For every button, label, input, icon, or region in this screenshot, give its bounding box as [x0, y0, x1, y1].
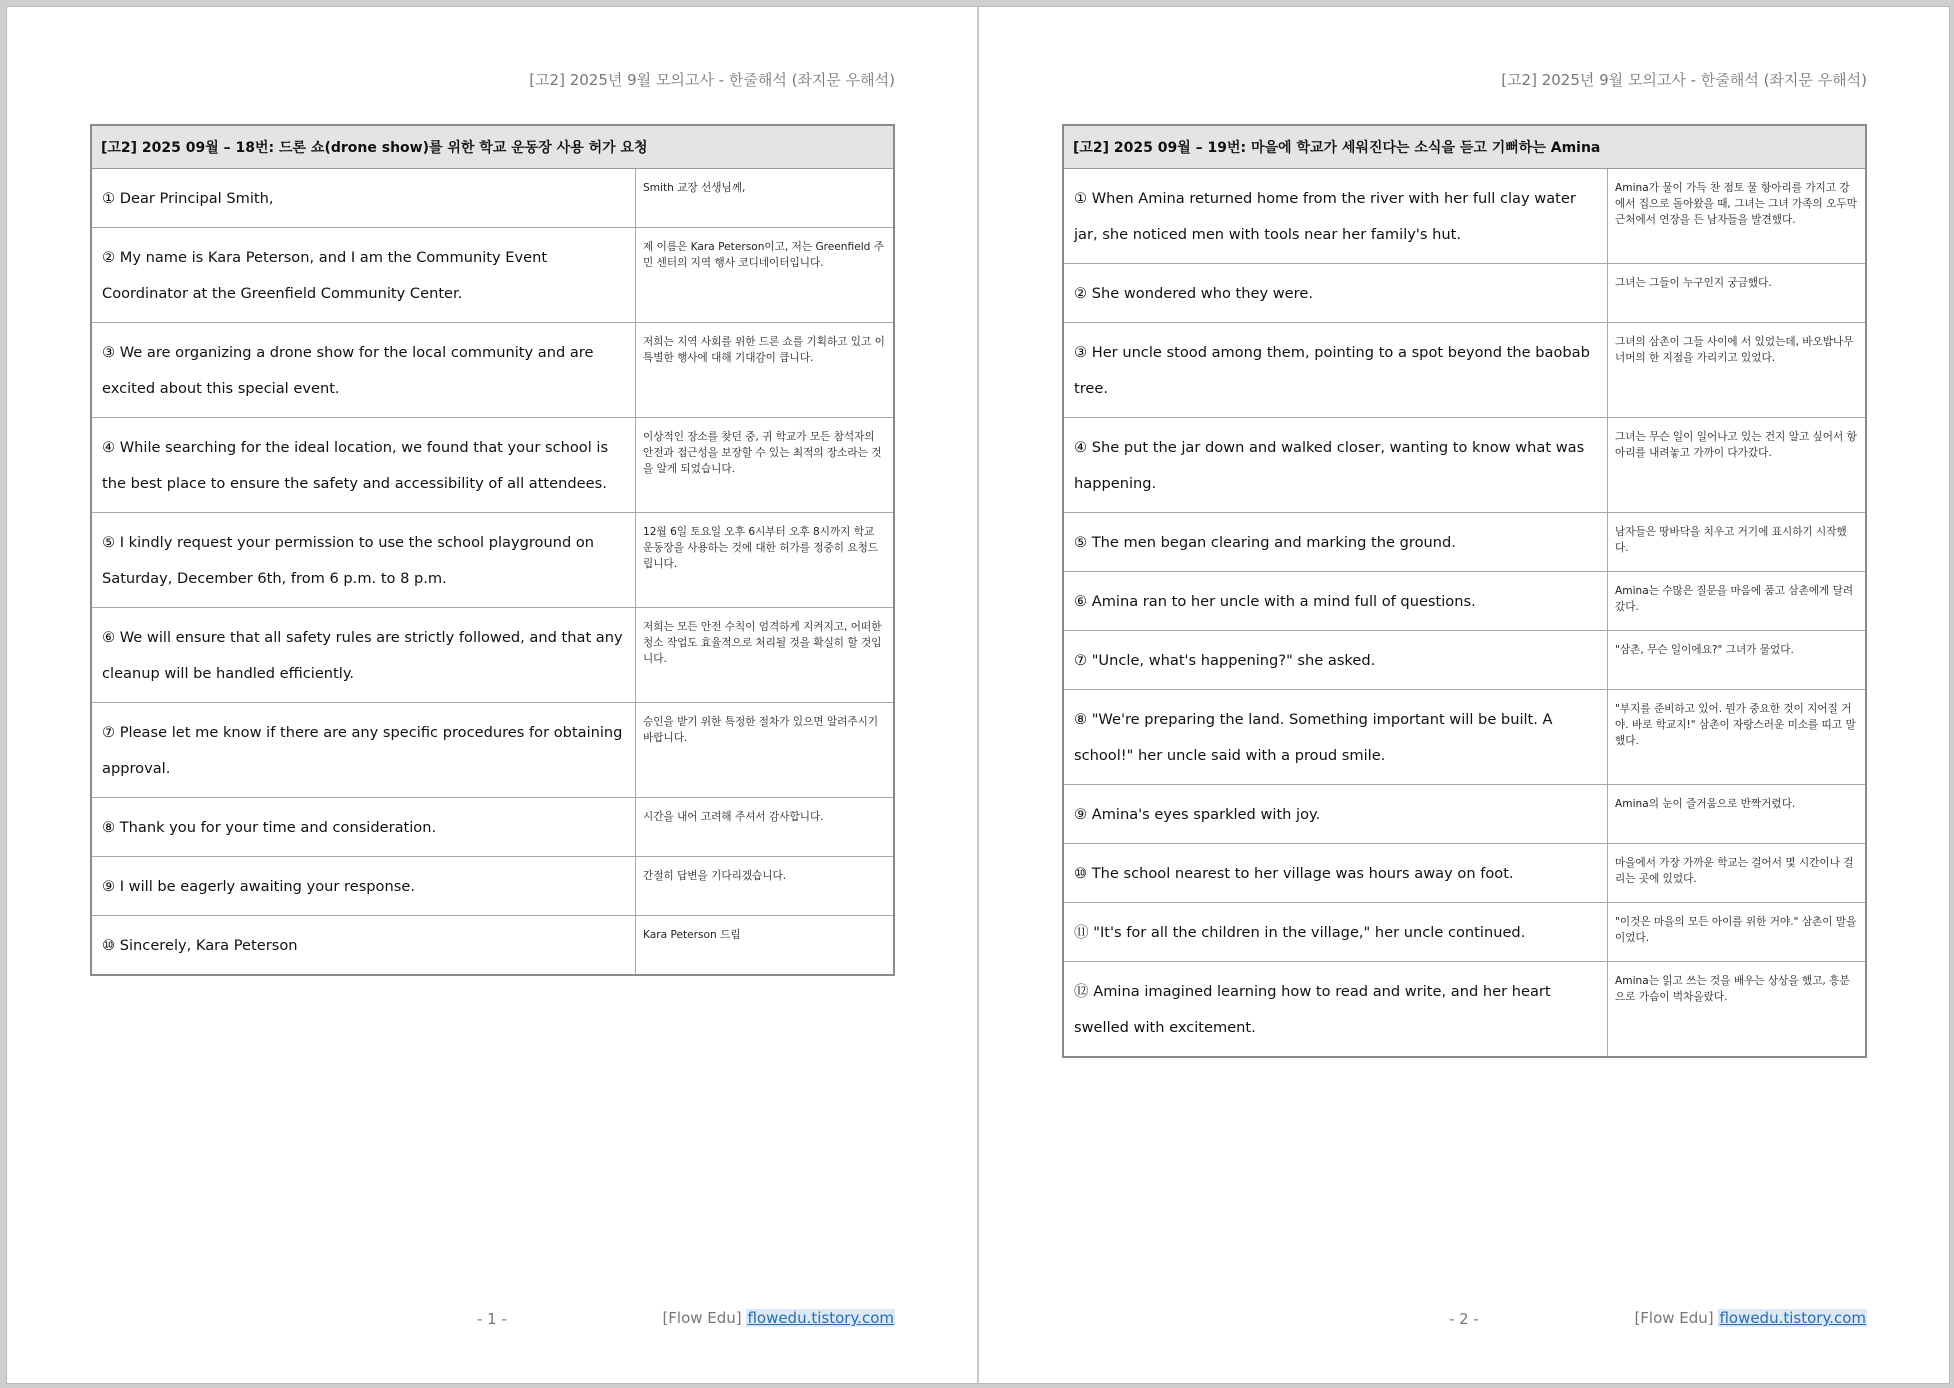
table-row: [1064, 169, 1865, 264]
table-row: [1064, 631, 1865, 690]
korean-translation: 남자들은 땅바닥을 치우고 거기에 표시하기 시작했다.: [1615, 526, 1847, 554]
table-rows: [1064, 169, 1865, 1056]
korean-translation: 그녀의 삼촌이 그들 사이에 서 있었는데, 바오밥나무 너머의 한 지점을 가리키고 있었다.: [1615, 336, 1854, 364]
english-sentence: ③ Her uncle stood among them, pointing to a spot beyond the baobab tree.: [1064, 323, 1608, 417]
table-row: [1064, 572, 1865, 631]
english-sentence: ⑦ "Uncle, what's happening?" she asked.: [1064, 631, 1608, 689]
translation-table: [90, 124, 895, 976]
table-row: [1064, 962, 1865, 1056]
footer-brand-label: [Flow Edu]: [1634, 1309, 1714, 1327]
table-row: [1064, 844, 1865, 903]
page-2: [979, 7, 1949, 1383]
korean-translation: "부지를 준비하고 있어. 뭔가 중요한 것이 지어질 거야. 바로 학교지!" 삼촌이 자랑스러운 미소를 띠고 말했다.: [1615, 703, 1856, 747]
english-sentence: ⑩ The school nearest to her village was hours away on foot.: [1064, 844, 1608, 902]
korean-translation: 승인을 받기 위한 특정한 절차가 있으면 알려주시기 바랍니다.: [643, 716, 879, 744]
table-row: [92, 513, 893, 608]
footer-brand: [1634, 1309, 1867, 1327]
korean-translation: "삼촌, 무슨 일이에요?" 그녀가 물었다.: [1615, 644, 1794, 656]
table-row: [1064, 785, 1865, 844]
english-sentence: ① When Amina returned home from the river with her full clay water jar, she noticed men with tools near her family's hut.: [1064, 169, 1608, 263]
korean-translation: Amina가 물이 가득 찬 점토 물 항아리를 가지고 강에서 집으로 돌아왔을 때, 그녀는 그녀 가족의 오두막 근처에서 연장을 든 남자들을 발견했다.: [1615, 182, 1857, 226]
korean-translation: Amina는 읽고 쓰는 것을 배우는 상상을 했고, 흥분으로 가슴이 벅차올랐다.: [1615, 975, 1850, 1003]
english-sentence: ⑤ I kindly request your permission to use the school playground on Saturday, December 6th, from 6 p.m. to 8 p.m.: [92, 513, 636, 607]
english-sentence: ② My name is Kara Peterson, and I am the Community Event Coordinator at the Greenfield Community Center.: [92, 228, 636, 322]
english-sentence: ⑦ Please let me know if there are any specific procedures for obtaining approval.: [92, 703, 636, 797]
english-sentence: ② She wondered who they were.: [1064, 264, 1608, 322]
table-row: [1064, 690, 1865, 785]
english-sentence: ⑪ "It's for all the children in the village," her uncle continued.: [1064, 903, 1608, 961]
table-row: [92, 857, 893, 916]
footer-link[interactable]: flowedu.tistory.com: [1719, 1309, 1866, 1327]
document-spread: [6, 6, 1950, 1384]
page-1: [7, 7, 977, 1383]
table-row: [92, 703, 893, 798]
korean-translation: 저희는 모든 안전 수칙이 엄격하게 지켜지고, 어떠한 청소 작업도 효율적으로 처리될 것을 확실히 할 것입니다.: [643, 621, 882, 665]
english-sentence: ⑫ Amina imagined learning how to read and write, and her heart swelled with excitement.: [1064, 962, 1608, 1056]
table-row: [92, 916, 893, 974]
english-sentence: ④ While searching for the ideal location, we found that your school is the best place to ensure the safety and accessibility of all attendees.: [92, 418, 636, 512]
english-sentence: ⑤ The men began clearing and marking the ground.: [1064, 513, 1608, 571]
english-sentence: ⑩ Sincerely, Kara Peterson: [92, 916, 636, 974]
table-row: [1064, 513, 1865, 572]
table-row: [92, 228, 893, 323]
table-title: [고2] 2025 09월 – 18번: 드론 쇼(drone show)를 위한 학교 운동장 사용 허가 요청: [92, 126, 893, 169]
english-sentence: ① Dear Principal Smith,: [92, 169, 636, 227]
table-row: [92, 418, 893, 513]
korean-translation: Kara Peterson 드림: [643, 929, 741, 941]
korean-translation: 시간을 내어 고려해 주셔서 감사합니다.: [643, 811, 824, 823]
table-row: [92, 798, 893, 857]
korean-translation: 12월 6일 토요일 오후 6시부터 오후 8시까지 학교 운동장을 사용하는 것에 대한 허가를 정중히 요청드립니다.: [643, 526, 879, 570]
footer-link[interactable]: flowedu.tistory.com: [747, 1309, 894, 1327]
table-rows: [92, 169, 893, 974]
table-row: [92, 323, 893, 418]
english-sentence: ⑥ We will ensure that all safety rules are strictly followed, and that any cleanup will be handled efficiently.: [92, 608, 636, 702]
korean-translation: 저희는 지역 사회를 위한 드론 쇼를 기획하고 있고 이 특별한 행사에 대해 기대감이 큽니다.: [643, 336, 885, 364]
table-row: [1064, 264, 1865, 323]
table-row: [1064, 323, 1865, 418]
page-header: [고2] 2025년 9월 모의고사 - 한줄해석 (좌지문 우해석): [529, 71, 895, 89]
english-sentence: ③ We are organizing a drone show for the local community and are excited about this special event.: [92, 323, 636, 417]
footer-brand: [662, 1309, 895, 1327]
page-number: - 2 -: [1449, 1310, 1479, 1328]
korean-translation: 그녀는 그들이 누구인지 궁금했다.: [1615, 277, 1772, 289]
korean-translation: 간절히 답변을 기다리겠습니다.: [643, 870, 787, 882]
page-header: [고2] 2025년 9월 모의고사 - 한줄해석 (좌지문 우해석): [1501, 71, 1867, 89]
korean-translation: 이상적인 장소를 찾던 중, 귀 학교가 모든 참석자의 안전과 접근성을 보장할 수 있는 최적의 장소라는 것을 알게 되었습니다.: [643, 431, 882, 475]
english-sentence: ⑨ Amina's eyes sparkled with joy.: [1064, 785, 1608, 843]
korean-translation: 마을에서 가장 가까운 학교는 걸어서 몇 시간이나 걸리는 곳에 있었다.: [1615, 857, 1854, 885]
footer-brand-label: [Flow Edu]: [662, 1309, 742, 1327]
korean-translation: "이것은 마을의 모든 아이를 위한 거야." 삼촌이 말을 이었다.: [1615, 916, 1857, 944]
table-row: [92, 608, 893, 703]
table-row: [1064, 418, 1865, 513]
english-sentence: ⑧ Thank you for your time and consideration.: [92, 798, 636, 856]
table-title: [고2] 2025 09월 – 19번: 마을에 학교가 세워진다는 소식을 듣고 기뻐하는 Amina: [1064, 126, 1865, 169]
korean-translation: Smith 교장 선생님께,: [643, 182, 746, 194]
translation-table: [1062, 124, 1867, 1058]
korean-translation: Amina의 눈이 즐거움으로 반짝거렸다.: [1615, 798, 1796, 810]
korean-translation: 그녀는 무슨 일이 일어나고 있는 건지 알고 싶어서 항아리를 내려놓고 가까이 다가갔다.: [1615, 431, 1857, 459]
english-sentence: ⑨ I will be eagerly awaiting your response.: [92, 857, 636, 915]
page-number: - 1 -: [477, 1310, 507, 1328]
english-sentence: ④ She put the jar down and walked closer, wanting to know what was happening.: [1064, 418, 1608, 512]
english-sentence: ⑧ "We're preparing the land. Something important will be built. A school!" her uncle said with a proud smile.: [1064, 690, 1608, 784]
table-row: [92, 169, 893, 228]
korean-translation: Amina는 수많은 질문을 마음에 품고 삼촌에게 달려갔다.: [1615, 585, 1854, 613]
english-sentence: ⑥ Amina ran to her uncle with a mind full of questions.: [1064, 572, 1608, 630]
korean-translation: 제 이름은 Kara Peterson이고, 저는 Greenfield 주민 센터의 지역 행사 코디네이터입니다.: [643, 241, 884, 269]
table-row: [1064, 903, 1865, 962]
